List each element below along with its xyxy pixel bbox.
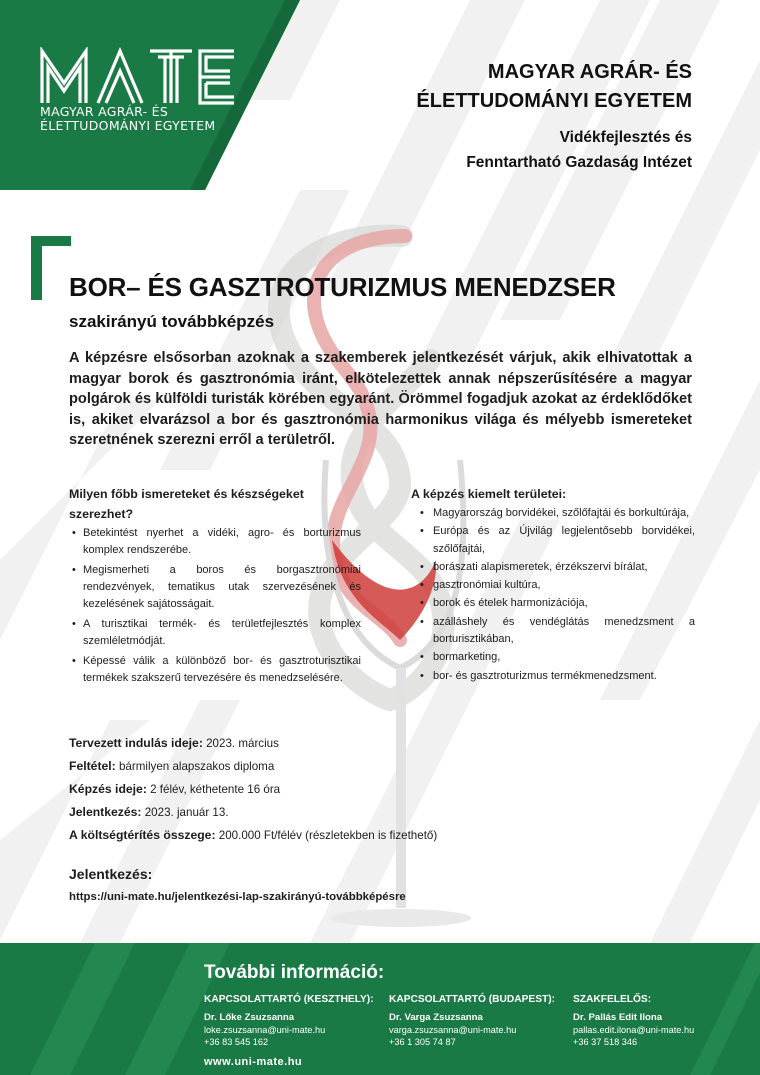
- list-item: [69, 525, 361, 559]
- bullet-icon: •: [420, 525, 424, 538]
- contact-program-lead: [573, 994, 694, 1048]
- list-item-text: bor- és gasztroturizmus termékmenedzsment.: [433, 669, 657, 682]
- contact-name: Dr. Pallás Edit Ilona: [573, 1012, 663, 1023]
- contact-email[interactable]: varga.zsuzsanna@uni-mate.hu: [389, 1025, 517, 1035]
- bullet-icon: •: [72, 655, 76, 667]
- condition-value: bármilyen alapszakos diploma: [118, 760, 275, 773]
- application-heading: Jelentkezés:: [69, 866, 153, 882]
- list-item: [411, 614, 695, 649]
- skills-list: [69, 525, 361, 687]
- application-link[interactable]: https://uni-mate.hu/jelentkezési-lap-szakirányú-továbbképésre: [69, 891, 406, 903]
- list-item: [411, 595, 695, 612]
- application-deadline-row: [69, 805, 669, 828]
- focus-areas-column: [411, 484, 695, 686]
- focus-areas-heading: A képzés kiemelt területei:: [411, 487, 567, 501]
- duration-value: 2 félév, kéthetente 16 óra: [150, 783, 281, 796]
- contact-heading: SZAKFELELŐS:: [573, 994, 652, 1005]
- bullet-icon: •: [420, 669, 424, 682]
- title-bracket-icon: [31, 236, 71, 300]
- contact-name: Dr. Lőke Zsuzsanna: [204, 1012, 295, 1023]
- contact-phone[interactable]: +36 1 305 74 87: [389, 1037, 456, 1047]
- bullet-icon: •: [420, 507, 424, 519]
- intro-paragraph: A képzésre elsősorban azoknak a szakemberek jelentkezését várjuk, akik elhivatottak a magyar borok és gasztronómia iránt, elkötelezettek annak népszerűsítésére a magyar polgárok és külföldi turisták körében egyaránt. Örömmel fogadjuk azokat az érdeklődőket is, akiket elvarázsol a bor és gasztronómia harmonikus világa és mélyebb ismereteket szeretnének szerezni erről a területről.: [69, 350, 692, 448]
- bullet-icon: •: [72, 527, 76, 539]
- contact-email[interactable]: pallas.edit.ilona@uni-mate.hu: [573, 1025, 695, 1035]
- skills-heading: Milyen főbb ismereteket és készségeket szerezhet?: [69, 487, 304, 521]
- list-item: [411, 668, 695, 685]
- bullet-icon: •: [420, 615, 424, 628]
- application-section: [69, 866, 406, 903]
- list-item-text: borászati alapismeretek, érzékszervi bírálat,: [433, 560, 648, 573]
- list-item: [411, 559, 695, 576]
- application-deadline-label: Jelentkezés:: [69, 805, 142, 819]
- contact-heading: KAPCSOLATTARTÓ (KESZTHELY):: [204, 994, 374, 1005]
- contact-phone[interactable]: +36 83 545 162: [204, 1037, 269, 1047]
- list-item: [69, 616, 361, 650]
- contact-email[interactable]: loke.zsuzsanna@uni-mate.hu: [204, 1025, 326, 1035]
- bullet-icon: •: [420, 579, 424, 592]
- course-details: [69, 736, 669, 851]
- duration-row: [69, 782, 669, 805]
- list-item-text: Képessé válik a különböző bor- és gasztroturisztikai termékek szakszerű tervezésére és menedzselésére.: [83, 655, 361, 684]
- list-item: [69, 653, 361, 687]
- website-link[interactable]: www.uni-mate.hu: [204, 1056, 303, 1068]
- list-item-text: Betekintést nyerhet a vidéki, agro- és borturizmus komplex rendszerébe.: [83, 527, 361, 556]
- mate-logo[interactable]: [40, 47, 280, 133]
- list-item-text: Európa és az Újvilág legjelentősebb borvidékei, szőlőfajtái,: [433, 525, 695, 555]
- condition-label: Feltétel:: [69, 759, 116, 773]
- logo-line-1: MAGYAR AGRÁR- ÉS: [40, 104, 169, 119]
- mate-wordmark: [40, 47, 236, 105]
- institute-name-line-1: Vidékfejlesztés és: [559, 129, 692, 146]
- contact-heading: KAPCSOLATTARTÓ (BUDAPEST):: [389, 994, 556, 1005]
- page-title: BOR– ÉS GASZTROTURIZMUS MENEDZSER: [69, 272, 616, 302]
- contact-phone[interactable]: +36 37 518 346: [573, 1037, 638, 1047]
- list-item: [411, 649, 695, 666]
- list-item: [69, 562, 361, 613]
- start-date-row: [69, 736, 669, 759]
- fee-value: 200.000 Ft/félév (részletekben is fizethető): [218, 829, 438, 842]
- fee-label: A költségtérítés összege:: [69, 828, 216, 842]
- bullet-icon: •: [72, 564, 76, 576]
- bullet-icon: •: [72, 618, 76, 630]
- duration-label: Képzés ideje:: [69, 782, 147, 796]
- bullet-icon: •: [420, 651, 424, 664]
- footer-title: További információ:: [204, 962, 385, 983]
- page-subtitle: szakirányú továbbképzés: [69, 312, 275, 331]
- university-name-line-2: ÉLETTUDOMÁNYI EGYETEM: [416, 90, 692, 112]
- list-item-text: azálláshely és vendéglátás menedzsment a borturisztikában,: [433, 615, 695, 646]
- institute-name-line-2: Fenntartható Gazdaság Intézet: [466, 154, 692, 171]
- list-item: [411, 577, 695, 594]
- bullet-icon: •: [420, 597, 424, 610]
- list-item: [411, 505, 695, 522]
- institute-name: [466, 125, 692, 175]
- list-item-text: gasztronómiai kultúra,: [433, 579, 541, 592]
- contact-budapest: [389, 994, 555, 1048]
- list-item-text: A turisztikai termék- és területfejlesztés komplex szemléletmódját.: [83, 618, 361, 647]
- list-item-text: Magyarország borvidékei, szőlőfajtái és borkultúrája,: [433, 507, 690, 519]
- skills-column: [69, 484, 361, 690]
- condition-row: [69, 759, 669, 782]
- list-item-text: Megismerheti a boros és borgasztronómiai rendezvények, tematikus utak szervezésének és kezelésének sajátosságait.: [83, 564, 361, 610]
- university-name-line-1: MAGYAR AGRÁR- ÉS: [487, 61, 692, 83]
- contact-keszthely: [204, 994, 374, 1048]
- application-deadline-value: 2023. január 13.: [144, 806, 229, 819]
- list-item-text: borok és ételek harmonizációja,: [433, 597, 588, 610]
- logo-line-2: ÉLETTUDOMÁNYI EGYETEM: [40, 118, 216, 133]
- start-date-label: Tervezett indulás ideje:: [69, 736, 203, 750]
- bullet-icon: •: [420, 560, 424, 573]
- start-date-value: 2023. március: [206, 737, 279, 750]
- fee-row: [69, 828, 669, 851]
- contact-name: Dr. Varga Zsuzsanna: [389, 1012, 483, 1023]
- list-item-text: bormarketing,: [433, 651, 501, 664]
- university-name: [416, 58, 692, 116]
- focus-areas-list: [411, 505, 695, 685]
- list-item: [411, 523, 695, 558]
